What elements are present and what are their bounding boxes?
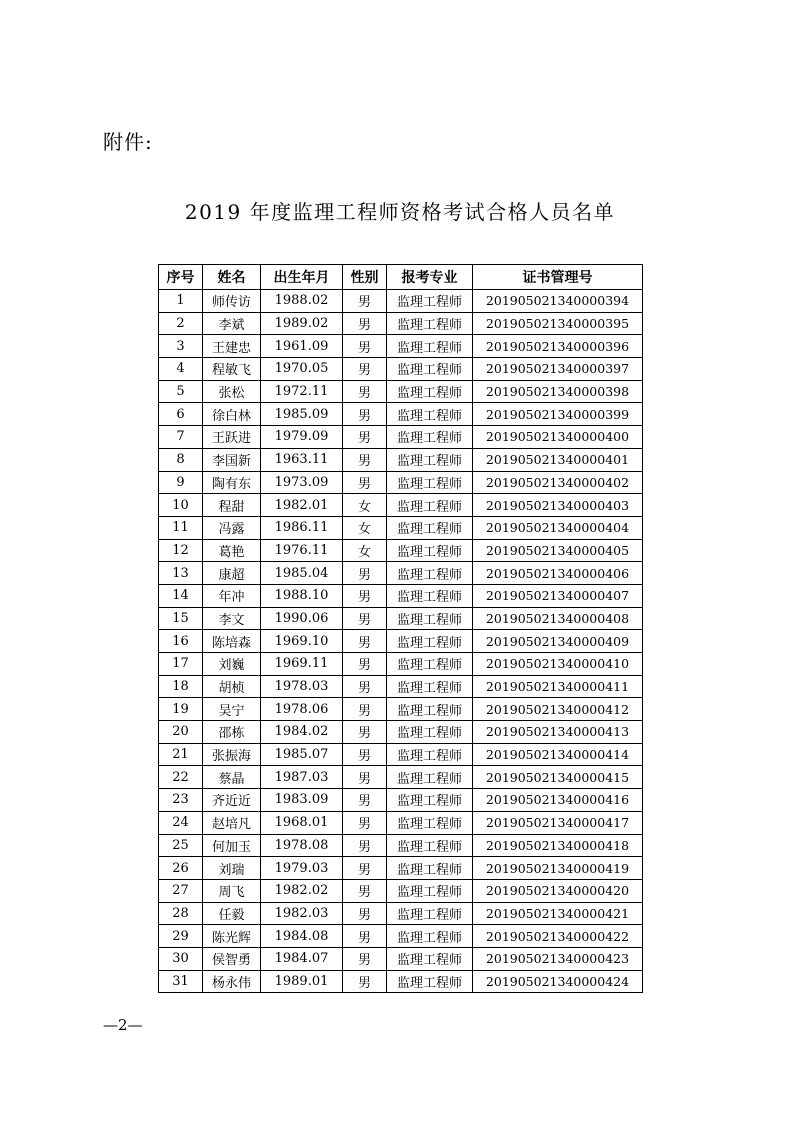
cell-name: 师传访 <box>203 290 261 313</box>
cell-birth: 1978.08 <box>261 834 343 857</box>
cell-seq: 18 <box>159 675 203 698</box>
cell-gender: 男 <box>343 426 387 449</box>
cell-seq: 11 <box>159 516 203 539</box>
cell-seq: 27 <box>159 879 203 902</box>
cell-major: 监理工程师 <box>387 358 473 381</box>
cell-cert-number: 201905021340000403 <box>473 494 643 517</box>
table-row <box>159 448 643 471</box>
cell-cert-number: 201905021340000420 <box>473 879 643 902</box>
table-row <box>159 834 643 857</box>
cell-birth: 1982.02 <box>261 879 343 902</box>
cell-name: 任毅 <box>203 902 261 925</box>
cell-birth: 1982.03 <box>261 902 343 925</box>
cell-major: 监理工程师 <box>387 698 473 721</box>
cell-gender: 男 <box>343 811 387 834</box>
cell-birth: 1982.01 <box>261 494 343 517</box>
cell-seq: 3 <box>159 335 203 358</box>
cell-gender: 男 <box>343 789 387 812</box>
header-cert-number: 证书管理号 <box>473 265 643 290</box>
cell-major: 监理工程师 <box>387 630 473 653</box>
cell-cert-number: 201905021340000398 <box>473 380 643 403</box>
cell-seq: 23 <box>159 789 203 812</box>
cell-major: 监理工程师 <box>387 970 473 993</box>
cell-name: 徐白林 <box>203 403 261 426</box>
cell-seq: 5 <box>159 380 203 403</box>
table-row <box>159 380 643 403</box>
cell-seq: 4 <box>159 358 203 381</box>
cell-gender: 男 <box>343 380 387 403</box>
header-birth: 出生年月 <box>261 265 343 290</box>
cell-seq: 24 <box>159 811 203 834</box>
cell-seq: 12 <box>159 539 203 562</box>
cell-seq: 26 <box>159 857 203 880</box>
cell-major: 监理工程师 <box>387 290 473 313</box>
cell-gender: 男 <box>343 312 387 335</box>
cell-seq: 16 <box>159 630 203 653</box>
cell-birth: 1985.04 <box>261 562 343 585</box>
cell-major: 监理工程师 <box>387 539 473 562</box>
cell-cert-number: 201905021340000400 <box>473 426 643 449</box>
cell-cert-number: 201905021340000405 <box>473 539 643 562</box>
cell-gender: 男 <box>343 925 387 948</box>
cell-gender: 男 <box>343 675 387 698</box>
cell-cert-number: 201905021340000404 <box>473 516 643 539</box>
cell-birth: 1990.06 <box>261 607 343 630</box>
cell-gender: 男 <box>343 879 387 902</box>
cell-seq: 25 <box>159 834 203 857</box>
cell-gender: 男 <box>343 607 387 630</box>
cell-gender: 男 <box>343 902 387 925</box>
cell-seq: 28 <box>159 902 203 925</box>
cell-cert-number: 201905021340000422 <box>473 925 643 948</box>
cell-birth: 1979.03 <box>261 857 343 880</box>
table-row <box>159 584 643 607</box>
cell-cert-number: 201905021340000411 <box>473 675 643 698</box>
cell-name: 李文 <box>203 607 261 630</box>
cell-major: 监理工程师 <box>387 562 473 585</box>
cell-gender: 男 <box>343 698 387 721</box>
cell-major: 监理工程师 <box>387 721 473 744</box>
cell-major: 监理工程师 <box>387 607 473 630</box>
cell-name: 李国新 <box>203 448 261 471</box>
cell-cert-number: 201905021340000421 <box>473 902 643 925</box>
cell-seq: 15 <box>159 607 203 630</box>
cell-name: 侯智勇 <box>203 947 261 970</box>
table-row <box>159 698 643 721</box>
cell-birth: 1969.10 <box>261 630 343 653</box>
table-row <box>159 879 643 902</box>
cell-gender: 男 <box>343 358 387 381</box>
cell-seq: 7 <box>159 426 203 449</box>
cell-cert-number: 201905021340000419 <box>473 857 643 880</box>
cell-major: 监理工程师 <box>387 335 473 358</box>
cell-name: 程甜 <box>203 494 261 517</box>
table-row <box>159 335 643 358</box>
cell-gender: 男 <box>343 335 387 358</box>
cell-seq: 9 <box>159 471 203 494</box>
table-row <box>159 539 643 562</box>
cell-gender: 男 <box>343 403 387 426</box>
cell-name: 胡桢 <box>203 675 261 698</box>
table-row <box>159 471 643 494</box>
cell-name: 年冲 <box>203 584 261 607</box>
cell-birth: 1976.11 <box>261 539 343 562</box>
table-row <box>159 970 643 993</box>
cell-gender: 男 <box>343 970 387 993</box>
table-row <box>159 675 643 698</box>
header-row <box>159 265 643 290</box>
cell-birth: 1989.02 <box>261 312 343 335</box>
cell-seq: 20 <box>159 721 203 744</box>
table-row <box>159 607 643 630</box>
attachment-label: 附件: <box>103 130 153 154</box>
cell-seq: 10 <box>159 494 203 517</box>
table-row <box>159 925 643 948</box>
cell-birth: 1984.02 <box>261 721 343 744</box>
cell-name: 齐近近 <box>203 789 261 812</box>
header-name: 姓名 <box>203 265 261 290</box>
cell-name: 张松 <box>203 380 261 403</box>
cell-major: 监理工程师 <box>387 811 473 834</box>
cell-major: 监理工程师 <box>387 312 473 335</box>
table-row <box>159 358 643 381</box>
cell-birth: 1970.05 <box>261 358 343 381</box>
cell-gender: 男 <box>343 766 387 789</box>
cell-name: 陶有东 <box>203 471 261 494</box>
cell-cert-number: 201905021340000412 <box>473 698 643 721</box>
cell-gender: 男 <box>343 584 387 607</box>
table-row <box>159 516 643 539</box>
cell-cert-number: 201905021340000417 <box>473 811 643 834</box>
cell-cert-number: 201905021340000397 <box>473 358 643 381</box>
cell-name: 张振海 <box>203 743 261 766</box>
table-row <box>159 902 643 925</box>
table-row <box>159 426 643 449</box>
cell-name: 李斌 <box>203 312 261 335</box>
table-row <box>159 630 643 653</box>
cell-birth: 1978.03 <box>261 675 343 698</box>
cell-cert-number: 201905021340000424 <box>473 970 643 993</box>
cell-cert-number: 201905021340000414 <box>473 743 643 766</box>
cell-major: 监理工程师 <box>387 380 473 403</box>
table-row <box>159 789 643 812</box>
cell-name: 葛艳 <box>203 539 261 562</box>
cell-gender: 女 <box>343 494 387 517</box>
cell-seq: 22 <box>159 766 203 789</box>
cell-name: 康超 <box>203 562 261 585</box>
cell-gender: 女 <box>343 539 387 562</box>
cell-gender: 女 <box>343 516 387 539</box>
cell-cert-number: 201905021340000416 <box>473 789 643 812</box>
cell-birth: 1985.07 <box>261 743 343 766</box>
cell-name: 刘巍 <box>203 653 261 676</box>
cell-name: 陈培森 <box>203 630 261 653</box>
cell-seq: 8 <box>159 448 203 471</box>
table-header <box>159 265 643 290</box>
table-body <box>159 290 643 993</box>
cell-seq: 29 <box>159 925 203 948</box>
cell-birth: 1988.10 <box>261 584 343 607</box>
cell-major: 监理工程师 <box>387 426 473 449</box>
cell-cert-number: 201905021340000401 <box>473 448 643 471</box>
cell-cert-number: 201905021340000402 <box>473 471 643 494</box>
cell-major: 监理工程师 <box>387 403 473 426</box>
header-gender: 性别 <box>343 265 387 290</box>
table-row <box>159 562 643 585</box>
cell-major: 监理工程师 <box>387 675 473 698</box>
cell-major: 监理工程师 <box>387 834 473 857</box>
cell-major: 监理工程师 <box>387 789 473 812</box>
cell-cert-number: 201905021340000410 <box>473 653 643 676</box>
cell-name: 冯露 <box>203 516 261 539</box>
cell-gender: 男 <box>343 448 387 471</box>
cell-seq: 30 <box>159 947 203 970</box>
table-row <box>159 766 643 789</box>
header-seq: 序号 <box>159 265 203 290</box>
table-row <box>159 721 643 744</box>
cell-birth: 1968.01 <box>261 811 343 834</box>
cell-birth: 1988.02 <box>261 290 343 313</box>
page-number: —2— <box>103 1016 143 1034</box>
cell-cert-number: 201905021340000395 <box>473 312 643 335</box>
cell-major: 监理工程师 <box>387 584 473 607</box>
cell-cert-number: 201905021340000408 <box>473 607 643 630</box>
cell-major: 监理工程师 <box>387 879 473 902</box>
table-row <box>159 312 643 335</box>
cell-major: 监理工程师 <box>387 653 473 676</box>
cell-birth: 1987.03 <box>261 766 343 789</box>
cell-cert-number: 201905021340000399 <box>473 403 643 426</box>
cell-gender: 男 <box>343 471 387 494</box>
cell-birth: 1983.09 <box>261 789 343 812</box>
cell-major: 监理工程师 <box>387 471 473 494</box>
cell-birth: 1963.11 <box>261 448 343 471</box>
qualified-personnel-table <box>158 264 643 993</box>
cell-cert-number: 201905021340000409 <box>473 630 643 653</box>
cell-name: 邵栋 <box>203 721 261 744</box>
cell-birth: 1961.09 <box>261 335 343 358</box>
table-row <box>159 857 643 880</box>
table-row <box>159 811 643 834</box>
cell-gender: 男 <box>343 743 387 766</box>
cell-birth: 1973.09 <box>261 471 343 494</box>
cell-cert-number: 201905021340000396 <box>473 335 643 358</box>
table-row <box>159 743 643 766</box>
cell-gender: 男 <box>343 630 387 653</box>
cell-major: 监理工程师 <box>387 494 473 517</box>
cell-birth: 1969.11 <box>261 653 343 676</box>
cell-major: 监理工程师 <box>387 925 473 948</box>
cell-gender: 男 <box>343 721 387 744</box>
cell-birth: 1984.08 <box>261 925 343 948</box>
cell-name: 王跃进 <box>203 426 261 449</box>
table-row <box>159 290 643 313</box>
cell-major: 监理工程师 <box>387 902 473 925</box>
cell-major: 监理工程师 <box>387 857 473 880</box>
cell-major: 监理工程师 <box>387 516 473 539</box>
cell-cert-number: 201905021340000394 <box>473 290 643 313</box>
cell-name: 蔡晶 <box>203 766 261 789</box>
cell-birth: 1985.09 <box>261 403 343 426</box>
cell-seq: 14 <box>159 584 203 607</box>
cell-seq: 17 <box>159 653 203 676</box>
cell-cert-number: 201905021340000423 <box>473 947 643 970</box>
cell-gender: 男 <box>343 290 387 313</box>
cell-birth: 1984.07 <box>261 947 343 970</box>
table-row <box>159 403 643 426</box>
cell-seq: 31 <box>159 970 203 993</box>
cell-seq: 2 <box>159 312 203 335</box>
cell-seq: 13 <box>159 562 203 585</box>
cell-gender: 男 <box>343 653 387 676</box>
cell-name: 吴宁 <box>203 698 261 721</box>
cell-name: 王建忠 <box>203 335 261 358</box>
header-major: 报考专业 <box>387 265 473 290</box>
cell-name: 程敏飞 <box>203 358 261 381</box>
cell-cert-number: 201905021340000413 <box>473 721 643 744</box>
cell-name: 何加玉 <box>203 834 261 857</box>
table-row <box>159 494 643 517</box>
table-row <box>159 947 643 970</box>
cell-name: 周飞 <box>203 879 261 902</box>
cell-birth: 1989.01 <box>261 970 343 993</box>
cell-seq: 21 <box>159 743 203 766</box>
cell-gender: 男 <box>343 947 387 970</box>
cell-seq: 19 <box>159 698 203 721</box>
cell-major: 监理工程师 <box>387 743 473 766</box>
cell-gender: 男 <box>343 834 387 857</box>
cell-cert-number: 201905021340000415 <box>473 766 643 789</box>
cell-birth: 1978.06 <box>261 698 343 721</box>
cell-cert-number: 201905021340000406 <box>473 562 643 585</box>
cell-seq: 6 <box>159 403 203 426</box>
cell-major: 监理工程师 <box>387 766 473 789</box>
cell-cert-number: 201905021340000418 <box>473 834 643 857</box>
cell-birth: 1986.11 <box>261 516 343 539</box>
table-row <box>159 653 643 676</box>
cell-name: 刘瑞 <box>203 857 261 880</box>
cell-name: 杨永伟 <box>203 970 261 993</box>
cell-gender: 男 <box>343 562 387 585</box>
cell-seq: 1 <box>159 290 203 313</box>
cell-cert-number: 201905021340000407 <box>473 584 643 607</box>
cell-name: 赵培凡 <box>203 811 261 834</box>
cell-birth: 1979.09 <box>261 426 343 449</box>
cell-birth: 1972.11 <box>261 380 343 403</box>
document-title: 2019 年度监理工程师资格考试合格人员名单 <box>184 200 616 224</box>
cell-gender: 男 <box>343 857 387 880</box>
cell-name: 陈光辉 <box>203 925 261 948</box>
cell-major: 监理工程师 <box>387 448 473 471</box>
cell-major: 监理工程师 <box>387 947 473 970</box>
